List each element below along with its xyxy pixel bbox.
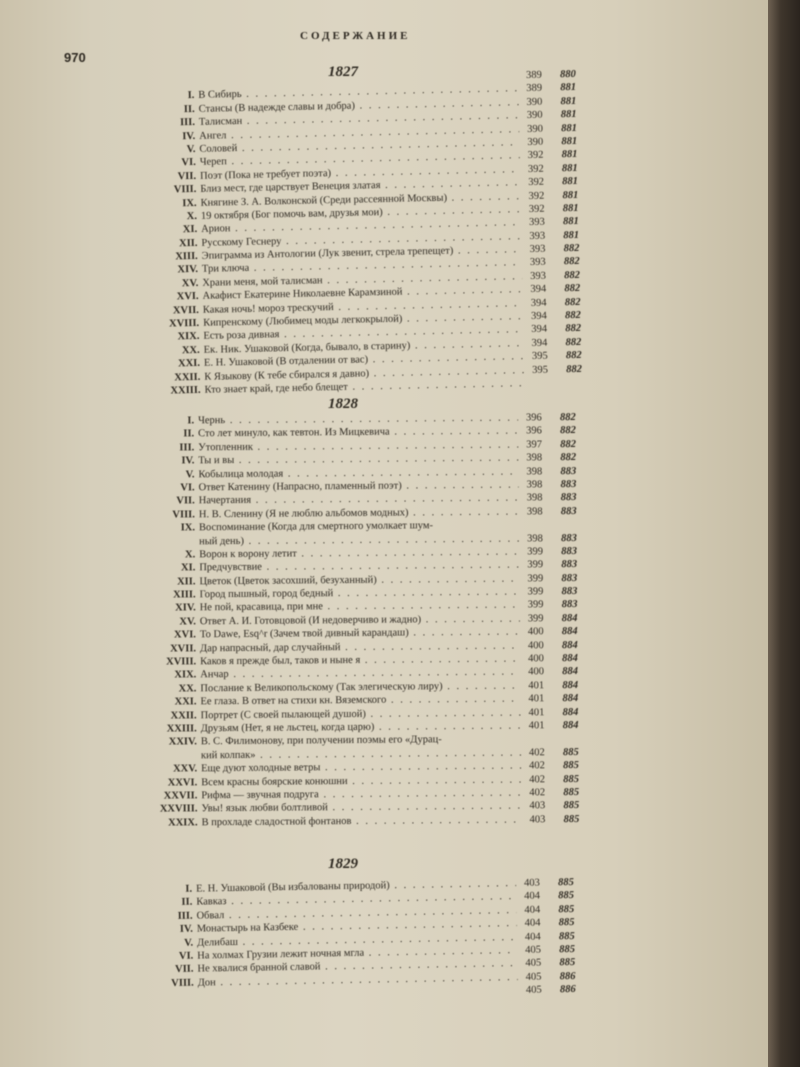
toc-entry-title: Н. В. Сленину (Я не люблю альбомов модных) . . . (199, 505, 519, 521)
toc-entry-title: Русскому Геснеру . . . (201, 230, 521, 250)
toc-entry-number: XIII. (173, 589, 196, 601)
toc-entry-title: Ответ А. И. Готовцовой (И недоверчиво и жадно) . . . (200, 612, 520, 628)
toc-entry-page: 390 (526, 96, 543, 108)
toc-entry-note-page: 883 (560, 478, 577, 491)
toc-entry-number: XXIII. (166, 723, 197, 735)
toc-entry-title: Ты и вы . . . (198, 452, 518, 468)
toc-entry-page: 402 (529, 760, 545, 772)
toc-entry-note-page: 881 (561, 162, 578, 174)
toc-entry-title: К Языкову (К тебе сбирался я давно) . . . (204, 364, 524, 384)
toc-entry-number: XXII. (170, 709, 197, 722)
toc-entry-title: Череп . . . (200, 149, 520, 169)
toc-entry-title: В Сибирь . . . (198, 83, 518, 103)
toc-entry-note-page: 882 (565, 350, 582, 362)
toc-entry-title: Кто знает край, где небо блещет . . . (204, 377, 524, 397)
toc-entry-number: XXII. (174, 371, 201, 384)
toc-entry-title: Не пой, красавица, при мне . . . (200, 599, 520, 615)
toc-entry-number: XXI. (177, 358, 201, 370)
toc-entry-note-page: 882 (563, 242, 580, 255)
toc-entry-note-page: 882 (564, 296, 581, 308)
toc-entry-page: 398 (527, 532, 543, 544)
toc-entry-number: XIV. (177, 264, 199, 276)
toc-entry-number: XV. (179, 616, 196, 628)
toc-entry-page: 401 (528, 680, 545, 692)
toc-entry-note-page: 885 (559, 943, 576, 956)
toc-entry-page: 403 (529, 813, 546, 826)
toc-entry-title: Делибаш . . . (197, 931, 517, 950)
toc-entry-note-page: 882 (564, 283, 581, 295)
toc-entry-note-page: 885 (558, 890, 575, 902)
toc-entry-number: IV. (181, 455, 195, 467)
toc-entry-title: Чернь . . . (198, 411, 518, 427)
toc-entry-title: Эпиграмма из Антологии (Лук звенит, стрела трепещет) . . . (202, 243, 522, 263)
toc-entry-title: Дон . . . (198, 971, 518, 990)
toc-entry-page: 398 (526, 465, 543, 477)
toc-entry-title: ный день) . . . (199, 532, 519, 548)
toc-entry-page (532, 376, 562, 377)
toc-entry-number: XX. (181, 344, 200, 357)
toc-entry-note-page: 882 (560, 425, 576, 437)
toc-entry-page: 394 (531, 324, 548, 336)
toc-entry-title: Портрет (С своей пылающей душой) . . . (201, 706, 521, 722)
toc-entry-page: 400 (527, 626, 544, 638)
toc-entry-number: I. (185, 883, 193, 895)
toc-entry-page: 401 (528, 693, 545, 705)
toc-entry-page: 405 (525, 944, 542, 956)
toc-entry-title: Анчар . . . (200, 666, 520, 682)
toc-entry-page: 400 (527, 639, 544, 652)
toc-entry-page: 393 (529, 230, 546, 242)
toc-entry-number: XIII. (175, 250, 198, 263)
toc-entry-page: 404 (524, 917, 541, 930)
toc-entry-title: Начертания . . . (199, 492, 519, 508)
toc-entry-note-page: 881 (563, 229, 580, 241)
toc-entry-number: IX. (182, 197, 197, 209)
toc-entry-title: Какая ночь! мороз трескучий . . . (203, 297, 523, 317)
toc-entry-note-page: 886 (559, 984, 576, 996)
toc-entry-number: X. (184, 549, 196, 561)
toc-entry-page: 400 (528, 653, 544, 665)
toc-entry-number: I. (187, 90, 195, 102)
toc-entry-note-page: 882 (564, 269, 581, 282)
toc-entry-page: 402 (529, 773, 545, 785)
toc-entry-title: Кавказ . . . (196, 890, 516, 909)
toc-entry-title: Воспоминание (Когда для смертного умолкает шум- (198, 520, 433, 534)
toc-entry-number: XXI. (174, 696, 197, 708)
toc-entry-note-page: 882 (566, 363, 583, 375)
toc-entry-note-page: 883 (561, 532, 577, 544)
toc-entry-title: На холмах Грузии лежит ночная мгла . . . (197, 944, 517, 963)
toc-entry-page: 399 (527, 613, 544, 625)
toc-entry-number: V. (185, 468, 195, 480)
toc-entry-number: III. (179, 442, 195, 454)
toc-entry-number: XV. (181, 277, 199, 290)
toc-entry-number: I. (187, 415, 195, 427)
toc-entry-title: Предчувствие . . . (199, 559, 519, 575)
toc-entry-note-page: 883 (560, 505, 577, 517)
toc-entry-title: Акафист Екатерине Николаевне Карамзиной . . . (202, 283, 522, 303)
toc-entry-page: 392 (527, 163, 544, 175)
toc-entry-note-page (566, 376, 598, 377)
toc-entry-page: 399 (527, 599, 544, 611)
toc-entry-title: Кипренскому (Любимец моды легкокрылой) . . . (203, 310, 523, 330)
toc-entry-note-page: 885 (559, 957, 576, 969)
book-spine-shadow (768, 0, 800, 1067)
toc-entry-note-page: 883 (560, 492, 577, 504)
toc-entry-title: Ответ Катенину (Напрасно, пламенный поэт) . . . (199, 478, 519, 494)
toc-entry-number: II. (183, 103, 195, 115)
toc-entry-number: XXIV. (168, 736, 197, 748)
toc-entry-number: XXVIII. (159, 803, 198, 815)
toc-entry-note-page: 883 (561, 545, 578, 558)
toc-entry-number: VII. (177, 170, 197, 183)
toc-entry-title: Еще дуют холодные ветры . . . (201, 760, 521, 776)
toc-entry-note-page: 884 (562, 719, 579, 732)
toc-entry-note-page: 881 (560, 82, 577, 94)
toc-entry-note-page: 885 (558, 917, 575, 929)
toc-entry-page: 390 (527, 123, 544, 135)
toc-entry-note-page: 884 (562, 666, 579, 678)
toc-entry-number: XXIII. (170, 384, 201, 397)
page-number: 970 (64, 50, 86, 65)
toc-entry-title: Ангел . . . (199, 123, 519, 143)
toc-entry-note-page: 885 (562, 746, 579, 758)
toc-entry-page: 397 (526, 439, 543, 451)
toc-entry-page: 389 (526, 83, 543, 95)
toc-entry-title: Княгине З. А. Волконской (Среди рассеянной Москвы) . . . (200, 190, 520, 210)
toc-entry-number: XX. (178, 683, 197, 695)
toc-entry-note-page: 882 (563, 256, 580, 268)
toc-entry-number: XII. (177, 575, 196, 588)
toc-entry-page: 396 (526, 425, 542, 437)
toc-entry-page: 392 (527, 149, 544, 162)
toc-entry-page: 398 (526, 479, 543, 491)
toc-entry-note-page: 885 (563, 800, 580, 812)
toc-entry-note-page: 885 (563, 760, 579, 772)
toc-entry-page: 405 (525, 957, 542, 970)
toc-entry-note-page: 883 (561, 559, 578, 571)
toc-entry-number: XIV. (175, 602, 196, 614)
toc-entry-note-page: 882 (559, 411, 576, 424)
toc-entry-page: 393 (528, 216, 545, 229)
toc-entry-title: Ее глаза. В ответ на стихи кн. Вяземского . . . (200, 693, 520, 709)
toc-entry-number: XXIX. (168, 817, 198, 829)
toc-entry-page: 399 (527, 559, 544, 571)
toc-entry-number: X. (186, 210, 198, 223)
toc-entry-note-page: 884 (561, 612, 578, 624)
toc-entry-number: XI. (180, 562, 196, 574)
toc-entry-page: 400 (528, 666, 545, 678)
toc-entry-note-page: 881 (562, 176, 579, 188)
toc-entry-number: VIII. (171, 977, 194, 989)
toc-entry-note-page: 881 (560, 109, 577, 121)
toc-section-1828 (0, 411, 608, 831)
toc-entry-note-page: 882 (565, 336, 582, 349)
toc-entry-page: 404 (524, 904, 541, 916)
toc-entry-page: 392 (528, 176, 545, 189)
toc-entry-number: VII. (176, 495, 195, 507)
toc-entry-number: XI. (182, 224, 198, 236)
toc-entry-number: XXVI. (167, 776, 198, 789)
toc-entry-page: 393 (529, 243, 546, 256)
toc-entry-number: V. (186, 143, 196, 156)
toc-entry-page: 392 (528, 190, 545, 202)
toc-entry-title: Друзьям (Нет, я не льстец, когда царю) . . . (201, 719, 521, 735)
toc-entry-title: 19 октября (Бог помочь вам, друзья мои) . . . (201, 203, 521, 223)
toc-entry-page: 398 (526, 506, 543, 518)
toc-entry-note-page: 881 (561, 149, 578, 161)
toc-section-1827 (0, 67, 611, 401)
toc-entry-number: XVII. (170, 642, 197, 655)
toc-entry-page: 403 (529, 800, 546, 812)
toc-entry-note-page: 884 (562, 693, 579, 705)
toc-entry-number: VI. (178, 950, 194, 962)
toc-entry-page: 395 (531, 350, 548, 363)
toc-entry-title: Не хвалися бранной славой . . . (197, 957, 517, 976)
toc-entry-title: Увы! язык любви болтливой . . . (201, 800, 521, 816)
page-header: СОДЕРЖАНИЕ (300, 30, 411, 42)
toc-entry-number: XII. (178, 237, 198, 249)
toc-entry-title: Ек. Ник. Ушаковой (Когда, бывало, в старину) . . . (204, 337, 524, 357)
toc-entry-page: 390 (526, 109, 543, 122)
toc-entry-note-page: 882 (560, 452, 577, 464)
toc-entry-number: XVIII. (168, 317, 200, 330)
toc-entry-title: Соловей . . . (199, 136, 519, 156)
toc-entry-page: 393 (529, 257, 546, 269)
toc-entry-number: IV. (182, 130, 196, 142)
toc-entry-number: XVI. (173, 629, 196, 641)
toc-entry-number: VIII. (173, 184, 197, 196)
toc-entry-number: XVI. (176, 291, 199, 303)
toc-entry-number: III. (179, 117, 196, 129)
toc-entry-title: кий колпак» . . . (201, 746, 521, 762)
toc-entry-page: 402 (529, 787, 546, 799)
toc-entry-title: В. С. Филимонову, при получении поэмы его «Дурац- (200, 734, 442, 748)
toc-entry-page: 396 (525, 412, 542, 424)
toc-entry-note-page: 881 (562, 202, 579, 215)
toc-entry-page: 401 (528, 706, 545, 718)
toc-entry-title: To Dawe, Esq^r (Зачем твой дивный карандаш) . . . (200, 626, 520, 642)
toc-entry-title: В прохладе сладостной фонтанов . . . (201, 813, 521, 829)
toc-entry-page: 398 (526, 452, 543, 464)
toc-entry-title: Есть роза дивная . . . (203, 324, 523, 344)
toc-entry-note-page: 884 (562, 706, 579, 718)
toc-entry-page: 394 (531, 337, 548, 349)
toc-entry-page: 398 (526, 492, 543, 504)
toc-entry-note-page: 884 (562, 652, 578, 665)
toc-entry-page: 404 (524, 931, 541, 943)
toc-entry-note-page: 884 (562, 679, 579, 691)
toc-entry-page: 399 (527, 586, 544, 598)
toc-entry-number: VIII. (172, 509, 195, 521)
toc-entry-note-page: 885 (563, 786, 580, 799)
toc-entry-title: Арион . . . (201, 216, 521, 236)
toc-entry-number: VI. (181, 157, 196, 169)
toc-entry-page: 394 (530, 283, 547, 296)
toc-entry-title: Цветок (Цветок засохший, безуханный) . . . (199, 572, 519, 588)
toc-entry-number: VI. (180, 482, 195, 494)
toc-entry-title: Город пышный, город бедный . . . (200, 586, 520, 602)
toc-entry-note-page: 885 (558, 930, 575, 942)
toc-entry-note-page: 886 (559, 970, 576, 982)
toc-entry-title: Рифма — звучная подруга . . . (201, 786, 521, 802)
toc-entry-number: XIX. (177, 331, 200, 343)
toc-entry-title: Поэт (Пока не требует поэта) . . . (200, 163, 520, 183)
toc-entry-title: Всем красны боярские конюшни . . . (201, 773, 521, 789)
toc-entry-page: 392 (528, 203, 545, 215)
toc-entry-title: Ворон к ворону летит . . . (199, 545, 519, 561)
toc-entry-title: Храни меня, мой талисман . . . (202, 270, 522, 290)
toc-entry-note-page: 882 (564, 309, 581, 322)
toc-entry-page: 405 (525, 984, 542, 996)
toc-entry-title: Послание к Великопольскому (Так элегическую лиру) . . . (200, 679, 520, 695)
toc-entry-note-page: 881 (561, 122, 577, 134)
toc-entry-page: 399 (527, 546, 544, 558)
toc-entry-title: Обвал . . . (196, 904, 516, 923)
toc-section-1829 (0, 875, 604, 1006)
toc-entry-number: II. (181, 897, 193, 909)
toc-entry-number: XVII. (172, 304, 199, 317)
toc-entry-number: XXVII. (163, 790, 198, 802)
toc-entry-note-page: 885 (563, 813, 580, 825)
toc-entry-title: Каков я прежде был, таков и ныне я . . . (200, 653, 520, 669)
toc-entry-title: Стансы (В надежде славы и добра) . . . (199, 96, 519, 116)
toc-entry-note-page: 882 (560, 438, 577, 450)
toc-entry-page: 395 (532, 364, 549, 376)
toc-entry-page: 389 (525, 69, 542, 81)
toc-entry-title: Е. Н. Ушаковой (Вы избалованы природой) . . . (196, 877, 516, 896)
toc-entry-note-page: 884 (561, 626, 578, 638)
toc-entry-note-page: 881 (562, 216, 579, 228)
year-heading-1829: 1829 (328, 856, 358, 872)
toc-entry-note-page: 881 (562, 189, 579, 201)
toc-entry-note-page: 885 (563, 773, 579, 785)
toc-entry-page: 405 (525, 971, 542, 983)
toc-entry-number: IX. (180, 522, 196, 534)
toc-entry-page: 402 (528, 747, 545, 759)
toc-entry-page: 394 (530, 297, 547, 309)
toc-entry-page: 390 (527, 136, 544, 148)
toc-entry-note-page: 882 (565, 323, 582, 335)
toc-entry-title: Дар напрасный, дар случайный . . . (200, 639, 520, 655)
toc-entry-page: 393 (530, 270, 547, 282)
toc-entry-title: Близ мест, где царствует Венеция златая . . . (200, 176, 520, 196)
toc-entry-number: II. (183, 428, 195, 440)
toc-entry-number: XVIII. (166, 656, 197, 668)
toc-entry-note-page: 881 (561, 135, 578, 148)
toc-entry-page: 394 (530, 310, 547, 322)
toc-entry-note-page: 883 (560, 465, 577, 477)
toc-entry-page: 403 (523, 877, 540, 889)
toc-entry-title: Кобылица молодая . . . (198, 465, 518, 481)
toc-entry-note-page: 885 (558, 903, 575, 916)
toc-entry-note-page: 883 (561, 599, 578, 611)
toc-entry-number: III. (177, 910, 193, 922)
toc-entry-note-page: 884 (561, 639, 578, 651)
toc-entry-note-page: 881 (560, 95, 577, 108)
toc-entry-note-page: 883 (561, 586, 578, 598)
toc-entry-title: Е. Н. Ушаковой (В отдалении от вас) . . . (204, 350, 524, 370)
toc-entry-note-page: 885 (557, 876, 574, 889)
toc-entry-title: Монастырь на Казбеке . . . (197, 917, 517, 936)
toc-entry-page: 404 (524, 890, 541, 903)
toc-entry-page: 401 (528, 720, 545, 732)
toc-entry-note-page: 880 (559, 68, 576, 81)
toc-entry-title: Талисман . . . (199, 109, 519, 129)
toc-entry-title: Утопленник . . . (198, 438, 518, 454)
toc-entry-title: Три ключа . . . (202, 257, 522, 277)
toc-entry-number: XIX. (174, 669, 197, 681)
toc-entry-number: XXV. (173, 763, 198, 775)
toc-entry-number: VII. (175, 963, 194, 976)
toc-entry-note-page: 883 (561, 572, 578, 584)
year-heading-1828: 1828 (328, 396, 358, 412)
toc-entry-page: 399 (527, 572, 544, 585)
year-heading-1827: 1827 (328, 64, 358, 80)
toc-entry-number: V. (184, 937, 194, 949)
toc-entry-number: IV. (179, 923, 193, 936)
toc-entry-title: Сто лет минуло, как тевтон. Из Мицкевича . . . (198, 425, 518, 441)
